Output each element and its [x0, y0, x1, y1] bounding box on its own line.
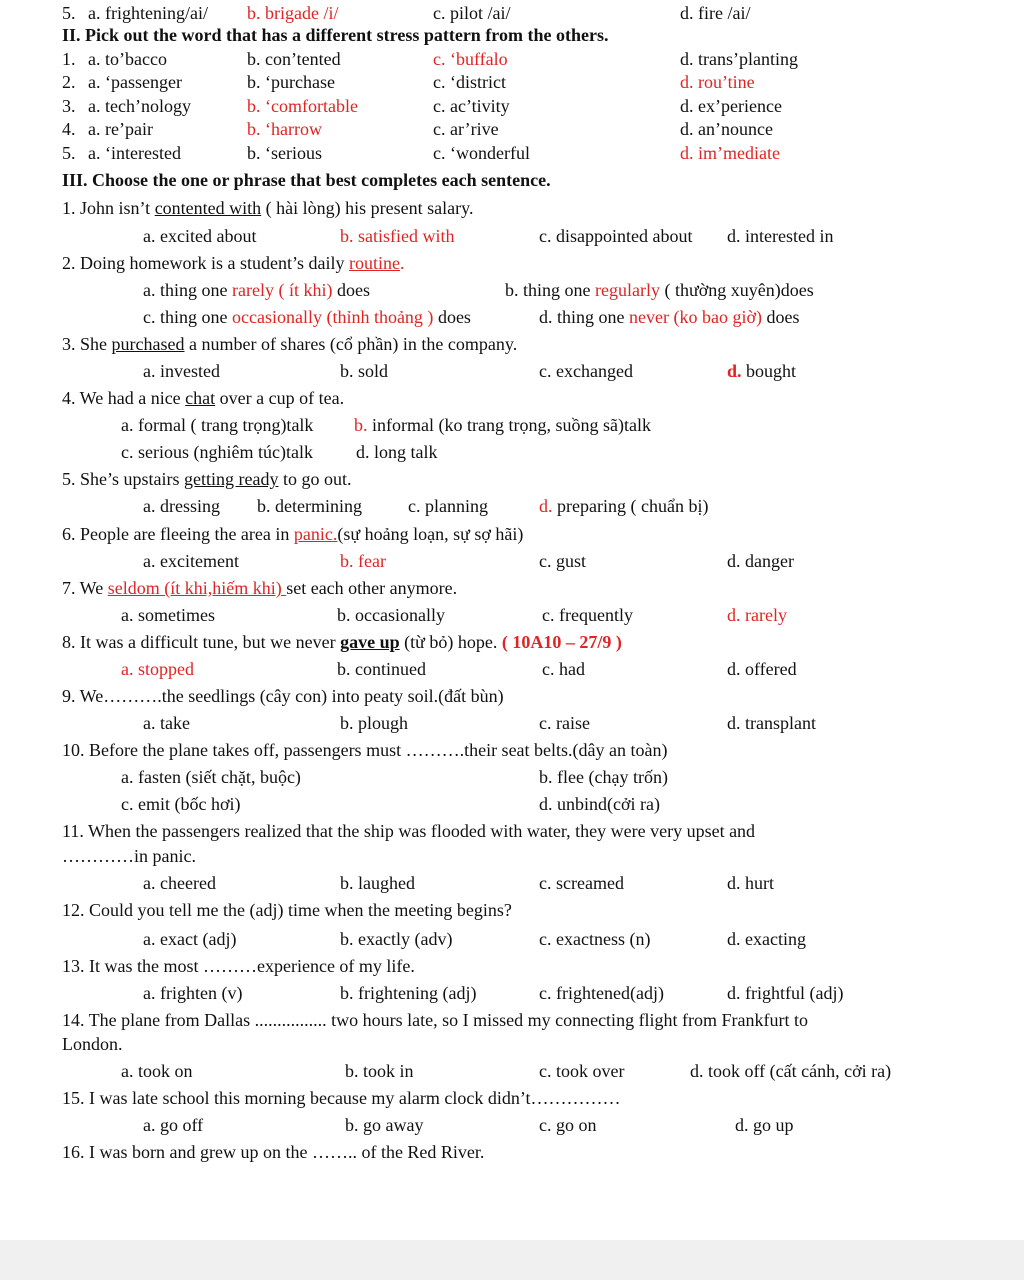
q6-option-c: c. gust — [539, 551, 586, 571]
s1-q5-option-a: a. frightening/ai/ — [88, 3, 208, 23]
q11-stem-line1: 11. When the passengers realized that the ship was flooded with water, they were very upset and — [62, 821, 756, 841]
q4-keyword: chat — [185, 388, 216, 408]
q1-keyword: contented with — [154, 198, 262, 218]
q3-option-b: b. sold — [340, 361, 389, 381]
q10-option-a: a. fasten (siết chặt, buộc) — [121, 767, 301, 787]
s2-q2-option-b: b. ‘purchase — [247, 72, 335, 92]
s2-q2-option-a: a. ‘passenger — [88, 72, 182, 92]
q9-option-b: b. plough — [340, 713, 409, 733]
s2-q3-number: 3. — [62, 96, 76, 116]
q2-option-a: a. thing one rarely ( ít khi) does — [143, 280, 370, 300]
q2-option-c: c. thing one occasionally (thỉnh thoảng ) does — [143, 307, 471, 327]
q11-option-d: d. hurt — [727, 873, 774, 893]
q7-option-a: a. sometimes — [121, 605, 215, 625]
q8-option-a: a. stopped — [121, 659, 194, 679]
q7-stem: 7. We seldom (ít khi,hiếm khi) set each other anymore. — [62, 578, 458, 598]
q13-option-b: b. frightening (adj) — [340, 983, 477, 1003]
s2-q4-number: 4. — [62, 119, 76, 139]
q7-keyword: seldom (ít khi,hiếm khi) — [107, 578, 287, 598]
q3-stem: 3. She purchased a number of shares (cổ phần) in the company. — [62, 334, 518, 354]
q10-option-d: d. unbind(cởi ra) — [539, 794, 660, 814]
q2-stem: 2. Doing homework is a student’s daily routine. — [62, 253, 405, 273]
s2-q1-number: 1. — [62, 49, 76, 69]
q2-option-b: b. thing one regularly ( thường xuyên)does — [505, 280, 814, 300]
s1-q5-option-c: c. pilot /ai/ — [433, 3, 511, 23]
s2-q2-number: 2. — [62, 72, 76, 92]
s2-q4-option-b: b. ‘harrow — [247, 119, 322, 139]
q16-stem: 16. I was born and grew up on the …….. of the Red River. — [62, 1142, 485, 1162]
q4-option-c: c. serious (nghiêm túc)talk — [121, 442, 313, 462]
q12-option-c: c. exactness (n) — [539, 929, 651, 949]
q14-option-b: b. took in — [345, 1061, 414, 1081]
s1-q5-option-b: b. brigade /i/ — [247, 3, 339, 23]
q6-keyword: panic. — [293, 524, 338, 544]
q13-option-a: a. frighten (v) — [143, 983, 243, 1003]
q13-stem: 13. It was the most ………experience of my life. — [62, 956, 415, 976]
q2-option-d: d. thing one never (ko bao giờ) does — [539, 307, 800, 327]
q15-option-c: c. go on — [539, 1115, 597, 1135]
q3-option-c: c. exchanged — [539, 361, 633, 381]
q4-option-a: a. formal ( trang trọng)talk — [121, 415, 314, 435]
q6-stem: 6. People are fleeing the area in panic.(sự hoảng loạn, sự sợ hãi) — [62, 524, 524, 544]
q12-option-b: b. exactly (adv) — [340, 929, 453, 949]
q7-option-b: b. occasionally — [337, 605, 445, 625]
q7-option-d: d. rarely — [727, 605, 787, 625]
s2-q5-number: 5. — [62, 143, 76, 163]
q5-option-a: a. dressing — [143, 496, 220, 516]
q5-option-c: c. planning — [408, 496, 488, 516]
bottom-gray-bar — [0, 1240, 1024, 1280]
q9-stem: 9. We……….the seedlings (cây con) into peaty soil.(đất bùn) — [62, 686, 504, 706]
q8-class-note: ( 10A10 – 27/9 ) — [501, 632, 622, 652]
q5-keyword: getting ready — [184, 469, 279, 489]
q11-option-b: b. laughed — [340, 873, 415, 893]
q9-option-a: a. take — [143, 713, 190, 733]
q5-stem: 5. She’s upstairs getting ready to go out. — [62, 469, 352, 489]
q14-stem-line1: 14. The plane from Dallas ................ two hours late, so I missed my connecting flight from Frankfurt to — [62, 1010, 809, 1030]
q15-option-d: d. go up — [735, 1115, 794, 1135]
q1-option-a: a. excited about — [143, 226, 257, 246]
q1-option-c: c. disappointed about — [539, 226, 693, 246]
q12-stem: 12. Could you tell me the (adj) time when the meeting begins? — [62, 900, 512, 920]
q8-option-c: c. had — [542, 659, 585, 679]
q10-stem: 10. Before the plane takes off, passengers must ……….their seat belts.(dây an toàn) — [62, 740, 668, 760]
s2-q1-option-a: a. to’bacco — [88, 49, 167, 69]
q4-option-b: b. informal (ko trang trọng, suồng sã)talk — [354, 415, 651, 435]
q1-stem: 1. John isn’t contented with ( hài lòng) his present salary. — [62, 198, 474, 218]
q11-option-c: c. screamed — [539, 873, 624, 893]
s2-q2-option-c: c. ‘district — [433, 72, 506, 92]
s2-q2-option-d: d. rou’tine — [680, 72, 755, 92]
s2-q1-option-d: d. trans’planting — [680, 49, 798, 69]
q3-keyword: purchased — [111, 334, 185, 354]
q13-option-c: c. frightened(adj) — [539, 983, 664, 1003]
section-3-heading: III. Choose the one or phrase that best completes each sentence. — [62, 170, 551, 190]
q3-option-d: d. bought — [727, 361, 797, 381]
q10-option-b: b. flee (chạy trốn) — [539, 767, 668, 787]
q14-option-c: c. took over — [539, 1061, 625, 1081]
s1-q5-number: 5. — [62, 3, 76, 23]
q15-option-b: b. go away — [345, 1115, 424, 1135]
q13-option-d: d. frightful (adj) — [727, 983, 844, 1003]
q6-option-a: a. excitement — [143, 551, 239, 571]
s2-q1-option-b: b. con’tented — [247, 49, 341, 69]
section-2-heading: II. Pick out the word that has a different stress pattern from the others. — [62, 25, 609, 45]
q8-keyword: gave up — [340, 632, 400, 652]
q7-option-c: c. frequently — [542, 605, 633, 625]
q9-option-d: d. transplant — [727, 713, 816, 733]
q5-option-b: b. determining — [257, 496, 362, 516]
q4-stem: 4. We had a nice chat over a cup of tea. — [62, 388, 345, 408]
s2-q3-option-d: d. ex’perience — [680, 96, 782, 116]
q15-option-a: a. go off — [143, 1115, 204, 1135]
s2-q4-option-c: c. ar’rive — [433, 119, 499, 139]
s2-q5-option-d: d. im’mediate — [680, 143, 780, 163]
q12-option-a: a. exact (adj) — [143, 929, 237, 949]
q1-option-b: b. satisfied with — [340, 226, 455, 246]
q5-option-d: d. preparing ( chuẩn bị) — [539, 496, 709, 516]
s2-q3-option-b: b. ‘comfortable — [247, 96, 358, 116]
q1-option-d: d. interested in — [727, 226, 834, 246]
s1-q5-option-d: d. fire /ai/ — [680, 3, 751, 23]
q8-option-d: d. offered — [727, 659, 797, 679]
s2-q5-option-b: b. ‘serious — [247, 143, 322, 163]
q15-stem: 15. I was late school this morning because my alarm clock didn’t…………… — [62, 1088, 621, 1108]
s2-q3-option-a: a. tech’nology — [88, 96, 191, 116]
q6-option-d: d. danger — [727, 551, 794, 571]
s2-q5-option-a: a. ‘interested — [88, 143, 181, 163]
q14-stem-line2: London. — [62, 1034, 123, 1054]
q4-option-d: d. long talk — [356, 442, 438, 462]
q11-option-a: a. cheered — [143, 873, 216, 893]
s2-q4-option-d: d. an’nounce — [680, 119, 773, 139]
q2-keyword: routine — [348, 253, 400, 273]
q14-option-a: a. took on — [121, 1061, 193, 1081]
q12-option-d: d. exacting — [727, 929, 806, 949]
q14-option-d: d. took off (cất cánh, cởi ra) — [690, 1061, 892, 1081]
s2-q3-option-c: c. ac’tivity — [433, 96, 510, 116]
q6-option-b: b. fear — [340, 551, 386, 571]
q11-stem-line2: …………in panic. — [62, 846, 196, 866]
q10-option-c: c. emit (bốc hơi) — [121, 794, 241, 814]
s2-q4-option-a: a. re’pair — [88, 119, 153, 139]
s2-q1-option-c: c. ‘buffalo — [433, 49, 508, 69]
q8-option-b: b. continued — [337, 659, 426, 679]
q8-stem: 8. It was a difficult tune, but we never gave up (từ bỏ) hope. ( 10A10 – 27/9 ) — [62, 632, 622, 652]
q3-option-a: a. invested — [143, 361, 220, 381]
s2-q5-option-c: c. ‘wonderful — [433, 143, 530, 163]
q9-option-c: c. raise — [539, 713, 590, 733]
